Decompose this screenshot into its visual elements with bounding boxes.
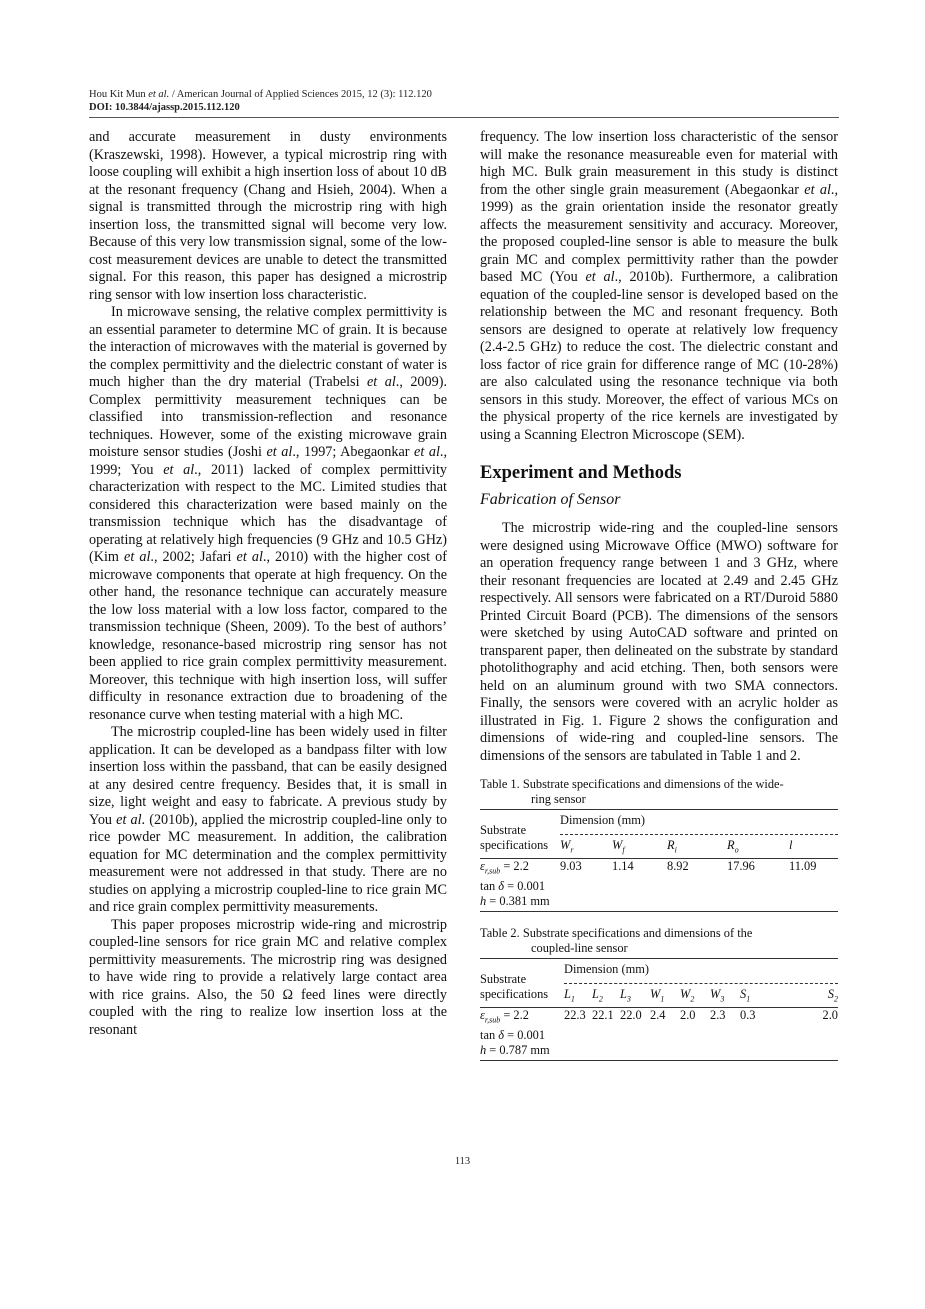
paragraph: In microwave sensing, the relative complex permittivity is an essential parameter to determine MC of grain. It is because the interaction of microwaves with the material is governed by the complex permittivity and the dielectric constant of water is much higher than the dry material (Trabelsi et al., 2009). Complex permittivity measurement techniques can be classified into transmission-reflection and resonance techniques. However, some of the existing microwave grain moisture sensor studies (Joshi et al., 1997; Abegaonkar et al., 1999; You et al., 2011) lacked of complex permittivity characterization with respect to the MC. Limited studies that considered this characterization were based mainly on the transmission technique which has the disadvantage of operating at relatively high frequencies (9 GHz and 10.5 GHz) (Kim et al., 2002; Jafari et al., 2010) with the higher cost of microwave components that operate at high frequency. On the other hand, the resonance technique can accurately measure the low loss material with a low loss factor, compared to the transmission technique (Sheen, 2009). To the best of authors’ knowledge, resonance-based microstrip ring sensor has not been applied to rice grain complex permittivity measurement. Moreover, this technique with high insertion loss, will suffer difficulty in resonance extraction due to broadening of the resonance curve when testing material with a high MC. [89,304,448,723]
table1-dimension-header: Dimension (mm) [560,810,838,839]
table1-col-wr: $W_r$ [560,838,612,859]
header-journal: / American Journal of Applied Sciences 2015, 12 (3): 112.120 [169,89,432,100]
section-heading: Experiment and Methods [480,463,682,483]
paragraph: This paper proposes microstrip wide-ring and microstrip coupled-line sensors for rice grain MC and relative complex permittivity measurements. The microstrip ring was designed to have wide ring to provide a relatively large contact area with rice grains. Also, the 50 Ω feed lines were directly coupled with the ring to realize low insertion loss at the resonant [89,916,447,1038]
table1-col-l: l [789,838,838,859]
header-etal: et al. [148,89,170,100]
running-header [89,88,839,114]
table2-value: 2.3 [710,1008,740,1060]
table1-caption: Table 1. Substrate specifications and dimensions of the wide- ring sensor [480,777,784,806]
table1-value: 9.03 [560,859,612,911]
table1-specs: $\varepsilon_{r,sub} = 2.2$ tan δ = 0.001 h = 0.381 mm [480,859,560,911]
doi-line: DOI: 10.3844/ajassp.2015.112.120 [89,102,240,113]
paragraph: The microstrip wide-ring and the coupled-line sensors were designed using Microwave Office (MWO) software for an operation frequency range between 1 and 3 GHz, where their resonant frequencies are located at 2.49 and 2.45 GHz respectively. All sensors were fabricated on a RT/Duroid 5880 Printed Circuit Board (PCB). The dimensions of the sensors were sketched by using AutoCAD software and printed on transparent paper, then delineated on the substrate by standard photolithography and acid etching. Then, both sensors were held on an aluminum ground with two SMA connectors. Finally, the sensors were covered with an acrylic holder as illustrated in Fig. 1. Figure 2 shows the configuration and dimensions of wide-ring and coupled-line sensors. The dimensions of the sensors are tabulated in Table 1 and 2. [480,520,838,764]
table1-col-ri: $R_i$ [667,838,727,859]
table2-col-l2: $L_2$ [592,987,620,1008]
header-authors: Hou Kit Mun [89,89,146,100]
table2-spec-header: specifications [480,987,564,1008]
table-row [480,1008,838,1060]
table2-dimension-header: Dimension (mm) [564,958,838,987]
table1-spec-header: specifications [480,838,560,859]
table1 [480,809,838,912]
table1-value: 1.14 [612,859,667,911]
table2-specs: $\varepsilon_{r,sub} = 2.2$ tan δ = 0.001 h = 0.787 mm [480,1008,564,1060]
table2-col-w2: $W_2$ [680,987,710,1008]
table2-col-l3: $L_3$ [620,987,650,1008]
table2-spec-header-top: Substrate [480,958,564,987]
table2-col-l1: $L_1$ [564,987,592,1008]
right-column [480,129,838,1061]
table2-value: 2.4 [650,1008,680,1060]
table-row [480,859,838,911]
table2 [480,958,838,1061]
table2-value: 2.0 [680,1008,710,1060]
paragraph: frequency. The low insertion loss characteristic of the sensor will make the resonance measureable even for material with high MC. Bulk grain measurement in this study is distinct from the other single grain measurement (Abegaonkar et al., 1999) as the grain orientation inside the resonator greatly affects the measurement sensitivity and accuracy. Moreover, the proposed coupled-line sensor is able to measure the bulk grain MC and complex permittivity rather than the powder based MC (You et al., 2010b). Furthermore, a calibration equation of the coupled-line sensor is developed based on the relationship between the MC and resonant frequency. Both sensors are designed to operate at relatively low frequency (2.4-2.5 GHz) to reduce the cost. The dielectric constant and loss factor of rice grain for difference range of MC (10-28%) are also calculated using the resonance technique via both sensors in this study. Moreover, the effect of various MCs on the physical property of the rice kernels are investigated by using a Scanning Electron Microscope (SEM). [480,129,839,443]
left-column [89,129,447,1039]
subsection-heading: Fabrication of Sensor [480,491,621,508]
header-divider [89,117,839,118]
table1-value: 17.96 [727,859,789,911]
citation-line [89,88,839,101]
table1-col-ro: $R_o$ [727,838,789,859]
table2-col-s2: $S_2$ [778,987,838,1008]
table2-caption: Table 2. Substrate specifications and dimensions of the coupled-line sensor [480,925,753,955]
table2-value: 22.0 [620,1008,650,1060]
table1-value: 11.09 [789,859,838,911]
table2-value: 22.3 [564,1008,592,1060]
table1-col-wf: $W_f$ [612,838,667,859]
table2-col-w1: $W_1$ [650,987,680,1008]
paragraph: and accurate measurement in dusty environments (Kraszewski, 1998). However, a typical microstrip ring with loose coupling will exhibit a high insertion loss of about 10 dB at the resonant frequency (Chang and Hsieh, 2004). When a signal is transmitted through the microstrip ring with high insertion loss, the transmitted signal will become very low. Because of this very low transmission signal, some of the low-cost measurement devices are unable to detect the transmitted signal. For this reason, this paper has designed a microstrip ring sensor with low insertion loss characteristic. [89,129,447,303]
table2-col-w3: $W_3$ [710,987,740,1008]
table2-value: 0.3 [740,1008,778,1060]
table2-value: 22.1 [592,1008,620,1060]
paragraph: The microstrip coupled-line has been widely used in filter application. It can be developed as a bandpass filter with low insertion loss within the passband, that can be easily designed at any desired centre frequency. Besides that, it is small in size, light weight and easy to fabricate. A previous study by You et al. (2010b), applied the microstrip coupled-line only to rice powder MC measurement. In addition, the calibration equation for MC determination and the complex permittivity measurement were not addressed in that study. There are no studies on applying a microstrip coupled-line to rice grain MC and rice grain complex permittivity measurements. [89,724,447,915]
table2-value: 2.0 [778,1008,838,1060]
table2-col-s1: $S_1$ [740,987,778,1008]
table1-spec-header-top: Substrate [480,810,560,839]
page-number: 113 [454,1156,471,1167]
table1-value: 8.92 [667,859,727,911]
